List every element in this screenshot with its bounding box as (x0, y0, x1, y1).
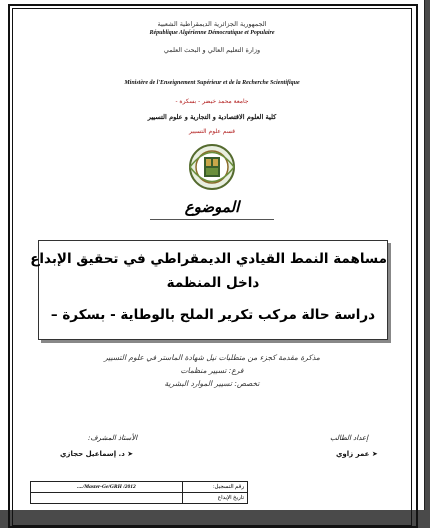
table-row (31, 493, 248, 504)
ministry-french: Ministère de l'Enseignement Supérieur et de la Recherche Scientifique (124, 80, 300, 86)
deposit-date-label: تاريخ الإيداع (183, 493, 248, 504)
supervisor-name (60, 450, 133, 458)
supervisor-name-text: د. إسماعيل حجازي (60, 450, 125, 458)
memo-line-2: فرع: تسيير منظمات (180, 366, 244, 375)
subject-label: الموضوع (184, 198, 240, 216)
subject-underline (150, 219, 274, 220)
republic-arabic: الجمهورية الجزائرية الديمقراطية الشعبية (157, 20, 267, 28)
title-box (30, 240, 388, 340)
memo-line-3: تخصص: تسيير الموارد البشرية (164, 379, 260, 388)
registration-table (30, 481, 248, 504)
title-line-2: داخل المنظمة (166, 275, 260, 291)
title-line-1: مساهمة النمط القيادي الديمقراطي في تحقيق الإبداع (30, 251, 387, 267)
student-name (336, 450, 378, 458)
arrow-bullet-icon: ➤ (124, 450, 134, 458)
student-name-text: عمر زاوي (336, 450, 370, 458)
faculty-arabic: كلية العلوم الاقتصادية و التجارية و علوم التسيير (147, 113, 277, 121)
ministry-arabic: وزارة التعليم العالي و البحث العلمي (163, 46, 261, 54)
student-label: إعداد الطالب (330, 434, 369, 442)
memo-line-1: مذكرة مقدمة كجزء من متطلبات نيل شهادة الماستر في علوم التسيير (104, 353, 320, 362)
title-line-3: دراسة حالة مركب تكرير الملح بالوطاية - بسكرة – (50, 307, 376, 323)
registration-number-value: ..../Master-Ge/GRH /2012 (31, 482, 183, 493)
supervisor-label: الأستاذ المشرف: (88, 434, 138, 442)
table-row (31, 482, 248, 493)
arrow-bullet-icon: ➤ (369, 450, 378, 458)
republic-french: République Algérienne Démocratique et Populaire (149, 30, 275, 36)
department-arabic: قسم علوم التسيير (189, 128, 235, 135)
registration-number-label: رقم التسجيل: (183, 482, 248, 493)
deposit-date-value (31, 493, 183, 504)
university-arabic: جامعة محمد خيضر - بسكرة - (175, 98, 249, 105)
university-seal-icon (184, 142, 240, 192)
